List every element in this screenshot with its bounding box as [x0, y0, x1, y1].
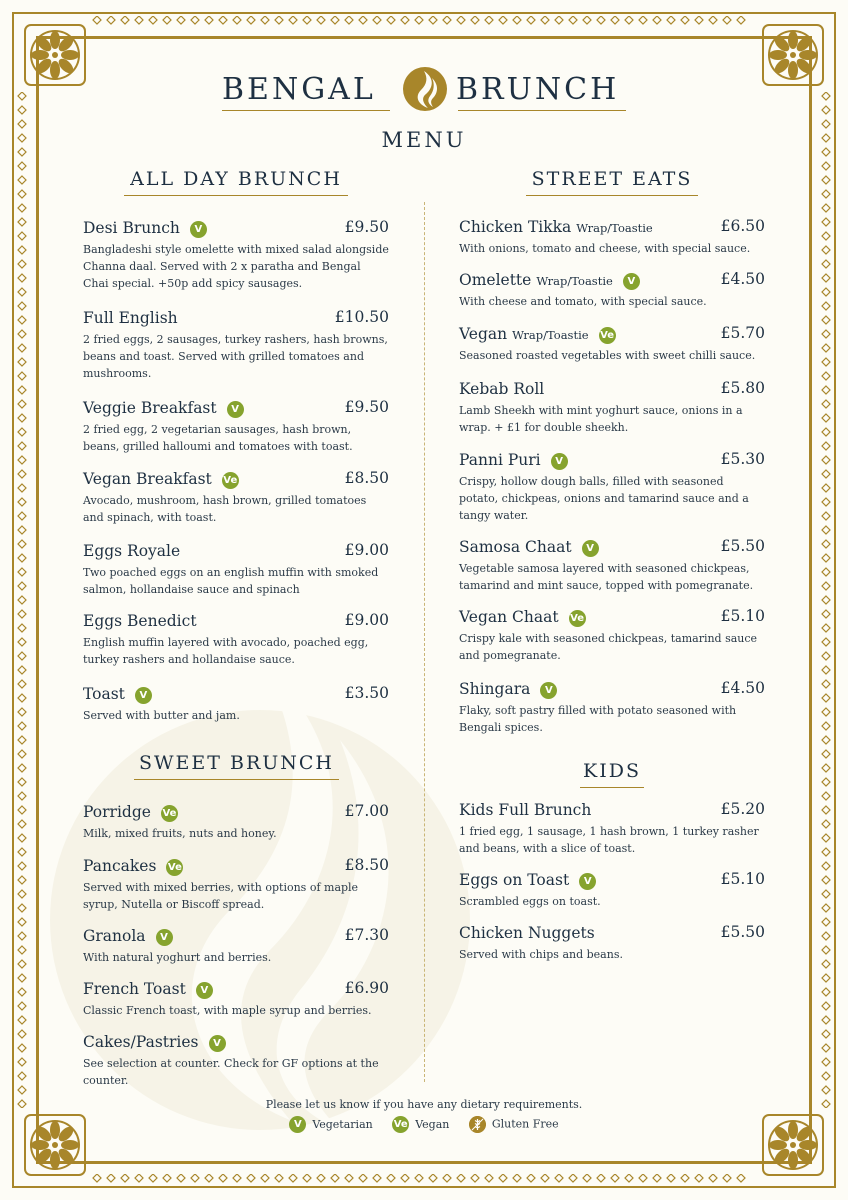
dietary-note: Please let us know if you have any dietary requirements. — [265, 1098, 583, 1111]
vegetarian-badge-icon: V — [623, 273, 640, 290]
legend-gluten-free: Gluten Free — [469, 1116, 559, 1133]
menu-item-price: £9.50 — [344, 398, 389, 416]
vegetarian-badge-icon: V — [540, 682, 557, 699]
menu-item-name: Chicken Tikka — [459, 218, 572, 236]
menu-item-name: Full English — [83, 309, 178, 327]
menu-item — [83, 218, 389, 292]
menu-item-name: Eggs Benedict — [83, 612, 197, 630]
menu-heading: MENU — [381, 128, 467, 152]
corner-flower-ornament-icon — [762, 24, 824, 86]
menu-item-format: Wrap/Toastie — [576, 221, 653, 235]
menu-item-header — [83, 398, 389, 420]
vegan-badge-icon: Ve — [392, 1116, 409, 1133]
title-underline — [458, 110, 626, 111]
menu-item-price: £5.10 — [720, 870, 765, 888]
menu-item-description: Avocado, mushroom, hash brown, grilled tomatoes and spinach, with toast. — [83, 494, 367, 524]
menu-item-description: 2 fried egg, 2 vegetarian sausages, hash brown, beans, grilled halloumi and tomatoes with toast. — [83, 423, 353, 453]
section-title-street-eats: STREET EATS — [526, 168, 698, 190]
menu-item-format: Wrap/Toastie — [512, 328, 589, 342]
menu-item-header — [459, 923, 765, 945]
menu-item-description: Crispy kale with seasoned chickpeas, tamarind sauce and pomegranate. — [459, 632, 758, 662]
vegan-badge-icon: Ve — [569, 610, 586, 627]
menu-item-header — [459, 379, 765, 401]
menu-item-description: Classic French toast, with maple syrup and berries. — [83, 1004, 372, 1017]
menu-item-price: £9.00 — [344, 611, 389, 629]
vegetarian-badge-icon: V — [156, 929, 173, 946]
vegetarian-badge-icon: V — [582, 540, 599, 557]
menu-item-name: Eggs Royale — [83, 542, 181, 560]
menu-item-price: £9.50 — [344, 218, 389, 236]
menu-item-header — [83, 611, 389, 633]
menu-item-header — [459, 800, 765, 822]
vegan-badge-icon: Ve — [166, 859, 183, 876]
menu-item-header — [83, 979, 389, 1001]
menu-item-name: Eggs on Toast — [459, 871, 570, 889]
menu-item-price: £5.50 — [720, 537, 765, 555]
menu-item-price: £5.70 — [720, 324, 765, 342]
menu-item — [83, 856, 389, 913]
menu-item-header — [459, 679, 765, 701]
menu-item-description: With cheese and tomato, with special sauce. — [459, 295, 707, 308]
menu-item-name: Kids Full Brunch — [459, 801, 592, 819]
menu-item-price: £4.50 — [720, 679, 765, 697]
menu-item — [459, 450, 765, 524]
menu-item-description: Scrambled eggs on toast. — [459, 895, 601, 908]
menu-item-description: Seasoned roasted vegetables with sweet chilli sauce. — [459, 349, 756, 362]
menu-item — [83, 926, 389, 966]
menu-item-price: £5.80 — [720, 379, 765, 397]
menu-item — [459, 923, 765, 963]
menu-item — [459, 679, 765, 736]
menu-item-name: Chicken Nuggets — [459, 924, 595, 942]
vegetarian-badge-icon: V — [579, 873, 596, 890]
vegetarian-badge-icon: V — [551, 453, 568, 470]
menu-item-name: Samosa Chaat — [459, 538, 572, 556]
menu-item-name: Pancakes — [83, 857, 157, 875]
menu-item-description: Served with mixed berries, with options of maple syrup, Nutella or Biscoff spread. — [83, 881, 359, 911]
menu-item — [83, 398, 389, 455]
menu-item-price: £3.50 — [344, 684, 389, 702]
menu-item — [83, 308, 389, 382]
vegan-badge-icon: Ve — [161, 805, 178, 822]
vegetarian-badge-icon: V — [196, 982, 213, 999]
menu-item-name: Porridge — [83, 803, 151, 821]
menu-item-description: Vegetable samosa layered with seasoned chickpeas, tamarind and mint sauce, topped with pomegranate. — [459, 562, 754, 592]
menu-item-price: £4.50 — [720, 270, 765, 288]
title-word-brunch: BRUNCH — [456, 72, 620, 107]
bottom-diamond-border — [92, 1174, 756, 1184]
vegan-badge-icon: Ve — [222, 472, 239, 489]
menu-item-header — [83, 541, 389, 563]
title-underline — [222, 110, 390, 111]
bengal-brunch-logo-icon — [402, 66, 448, 112]
menu-item-name: Panni Puri — [459, 451, 541, 469]
section-title-kids: KIDS — [580, 760, 644, 782]
menu-item-description: Flaky, soft pastry filled with potato seasoned with Bengali spices. — [459, 704, 737, 734]
menu-item — [83, 979, 389, 1019]
menu-item-header — [459, 870, 765, 892]
menu-item-description: Served with chips and beans. — [459, 948, 623, 961]
menu-item-description: English muffin layered with avocado, poached egg, turkey rashers and hollandaise sauce. — [83, 636, 369, 666]
menu-item-description: Crispy, hollow dough balls, filled with seasoned potato, chickpeas, onions and tamarind sauce and a tangy water. — [459, 475, 749, 522]
menu-item-header — [83, 926, 389, 948]
menu-item-name: Veggie Breakfast — [83, 399, 217, 417]
menu-item — [459, 537, 765, 594]
menu-item — [83, 684, 389, 724]
menu-item-price: £8.50 — [344, 469, 389, 487]
section-title-sweet-brunch: SWEET BRUNCH — [134, 752, 339, 774]
corner-flower-ornament-icon — [24, 24, 86, 86]
menu-item-price: £5.20 — [720, 800, 765, 818]
menu-item-description: Bangladeshi style omelette with mixed salad alongside Channa daal. Served with 2 x paratha and Bengal Chai special. +50p add spicy sausages. — [83, 243, 389, 290]
dietary-legend — [0, 1116, 848, 1133]
menu-item-name: Vegan Breakfast — [83, 470, 212, 488]
menu-item-header — [83, 802, 389, 824]
menu-item — [83, 1032, 389, 1089]
menu-item-header — [83, 469, 389, 491]
menu-item — [83, 469, 389, 526]
section-title-all-day-brunch: ALL DAY BRUNCH — [124, 168, 348, 190]
restaurant-title — [222, 66, 626, 114]
menu-item-header — [459, 324, 765, 346]
menu-item — [459, 324, 765, 364]
menu-item-header — [83, 308, 389, 330]
vegetarian-badge-icon: V — [135, 687, 152, 704]
menu-item-name: Toast — [83, 685, 125, 703]
menu-item — [459, 607, 765, 664]
menu-item-price: £7.30 — [344, 926, 389, 944]
menu-item-format: Wrap/Toastie — [536, 274, 613, 288]
legend-vegan: Ve Vegan — [393, 1118, 450, 1131]
menu-item-header — [83, 1032, 389, 1054]
menu-item-price: £8.50 — [344, 856, 389, 874]
menu-item — [83, 802, 389, 842]
menu-item-price: £7.00 — [344, 802, 389, 820]
menu-item-price: £6.50 — [720, 217, 765, 235]
menu-item-header — [459, 607, 765, 629]
menu-item-name: Desi Brunch — [83, 219, 180, 237]
title-word-bengal: BENGAL — [222, 72, 376, 107]
menu-item-description: With natural yoghurt and berries. — [83, 951, 272, 964]
menu-item-price: £5.10 — [720, 607, 765, 625]
menu-item-name: Granola — [83, 927, 146, 945]
menu-item-description: Served with butter and jam. — [83, 709, 240, 722]
column-divider — [424, 202, 425, 1082]
right-diamond-border — [821, 92, 831, 1108]
vegetarian-badge-icon: V — [190, 221, 207, 238]
menu-item-price: £10.50 — [334, 308, 389, 326]
menu-item-description: Milk, mixed fruits, nuts and honey. — [83, 827, 277, 840]
menu-item-header — [459, 450, 765, 472]
menu-item-description: 2 fried eggs, 2 sausages, turkey rashers, hash browns, beans and toast. Served with grilled tomatoes and mushrooms. — [83, 333, 388, 380]
top-diamond-border — [92, 16, 756, 26]
menu-item-name: Kebab Roll — [459, 380, 545, 398]
menu-item-description: Two poached eggs on an english muffin with smoked salmon, hollandaise sauce and spinach — [83, 566, 379, 596]
vegetarian-badge-icon: V — [209, 1035, 226, 1052]
menu-item — [459, 379, 765, 436]
menu-item-name: Vegan Chaat — [459, 608, 559, 626]
menu-item — [83, 611, 389, 668]
menu-item-name: Shingara — [459, 680, 531, 698]
menu-item — [83, 541, 389, 598]
menu-item-header — [459, 537, 765, 559]
menu-item-name: Vegan — [459, 325, 508, 343]
left-diamond-border — [17, 92, 27, 1108]
menu-item-header — [83, 684, 389, 706]
menu-item — [459, 270, 765, 310]
menu-item-header — [459, 217, 765, 239]
legend-vegetarian: V Vegetarian — [289, 1116, 372, 1133]
menu-item-name: French Toast — [83, 980, 186, 998]
menu-item-price: £5.30 — [720, 450, 765, 468]
vegetarian-badge-icon: V — [289, 1116, 306, 1133]
menu-item-description: 1 fried egg, 1 sausage, 1 hash brown, 1 turkey rasher and beans, with a slice of toast. — [459, 825, 759, 855]
menu-item-price: £6.90 — [344, 979, 389, 997]
menu-item-description: With onions, tomato and cheese, with special sauce. — [459, 242, 751, 255]
menu-item-price: £9.00 — [344, 541, 389, 559]
menu-item-name: Cakes/Pastries — [83, 1033, 199, 1051]
menu-item-header — [459, 270, 765, 292]
menu-item-description: Lamb Sheekh with mint yoghurt sauce, onions in a wrap. + £1 for double sheekh. — [459, 404, 743, 434]
menu-item-name: Omelette — [459, 271, 532, 289]
menu-item-header — [83, 856, 389, 878]
vegetarian-badge-icon: V — [227, 401, 244, 418]
menu-item-price: £5.50 — [720, 923, 765, 941]
gluten-free-wheat-icon — [469, 1116, 486, 1133]
menu-item-header — [83, 218, 389, 240]
menu-item — [459, 217, 765, 257]
menu-item — [459, 870, 765, 910]
menu-item — [459, 800, 765, 857]
vegan-badge-icon: Ve — [599, 327, 616, 344]
menu-item-description: See selection at counter. Check for GF options at the counter. — [83, 1057, 379, 1087]
